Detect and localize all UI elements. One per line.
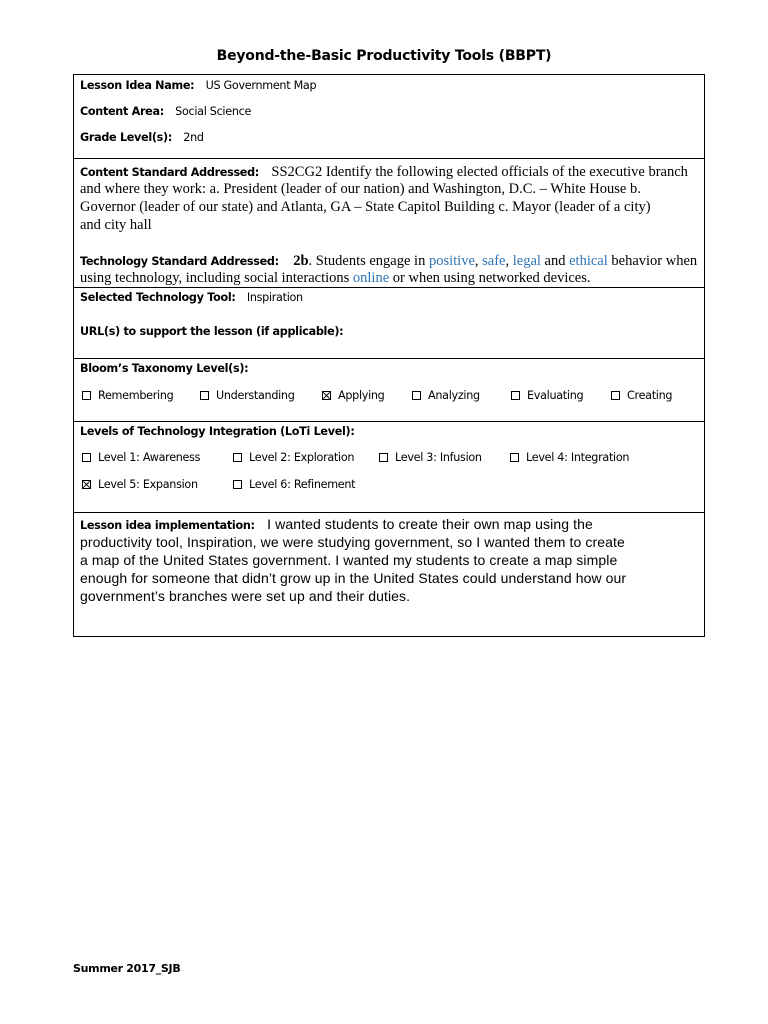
tool-section	[74, 288, 704, 359]
content-area-label: Content Area:	[80, 105, 164, 118]
url-label: URL(s) to support the lesson (if applicable):	[80, 325, 344, 338]
standards-section	[74, 159, 704, 288]
blooms-option-analyzing[interactable]	[412, 389, 480, 402]
content-standard-text-3: Governor (leader of our state) and Atlanta, GA – State Capitol Building c. Mayor (leader of a city)	[80, 199, 651, 215]
link-safe[interactable]: safe	[482, 253, 506, 269]
tech-text-4: or when using networked devices.	[389, 270, 591, 286]
tech-text-1: . Students engage in	[308, 253, 429, 269]
checkbox-icon[interactable]	[510, 453, 519, 462]
link-legal[interactable]: legal	[512, 253, 541, 269]
document-title: Beyond-the-Basic Productivity Tools (BBPT)	[216, 48, 552, 64]
implementation-section	[74, 513, 704, 636]
loti-option-level-3[interactable]	[379, 451, 482, 464]
lesson-info-section	[74, 75, 704, 159]
tech-comma-1: ,	[474, 253, 483, 269]
loti-option-level-6[interactable]	[233, 478, 355, 491]
content-area-value: Social Science	[175, 105, 252, 118]
tech-standard-line-2	[80, 270, 591, 287]
blooms-section	[74, 359, 704, 422]
tool-label: Selected Technology Tool:	[80, 291, 236, 304]
loti-option-level-4[interactable]	[510, 451, 629, 464]
loti-option-label: Level 6: Refinement	[249, 478, 356, 491]
implementation-text-1: I wanted students to create their own map using the	[267, 516, 593, 532]
checked-checkbox-icon[interactable]	[82, 480, 91, 489]
blooms-option-creating[interactable]	[611, 389, 672, 402]
lesson-name-value: US Government Map	[205, 79, 317, 92]
content-area-row	[80, 105, 251, 118]
tech-text-3: using technology, including social interactions	[80, 270, 353, 286]
loti-option-label: Level 5: Expansion	[98, 478, 198, 491]
implementation-text-3: a map of the United States government. I wanted my students to create a map simple	[80, 552, 618, 568]
checkbox-icon[interactable]	[233, 480, 242, 489]
tech-comma-2: ,	[505, 253, 513, 269]
link-ethical[interactable]: ethical	[569, 253, 608, 269]
content-standard-text-2: and where they work: a. President (leader of our nation) and Washington, D.C. – White House b.	[80, 181, 641, 197]
content-standard-label: Content Standard Addressed:	[80, 166, 259, 179]
loti-option-label: Level 3: Infusion	[395, 451, 482, 464]
implementation-text-5: government’s branches were set up and their duties.	[80, 588, 411, 604]
tool-row	[80, 291, 303, 304]
footer-text: Summer 2017_SJB	[73, 962, 181, 975]
content-standard-text-1: SS2CG2 Identify the following elected officials of the executive branch	[271, 164, 688, 180]
checkbox-icon[interactable]	[82, 453, 91, 462]
content-standard-line-1	[80, 163, 688, 181]
lesson-form	[73, 74, 705, 637]
tech-and: and	[540, 253, 570, 269]
blooms-option-applying[interactable]	[322, 389, 385, 402]
tech-standard-code: 2b	[293, 253, 309, 269]
checked-checkbox-icon[interactable]	[322, 391, 331, 400]
blooms-option-label: Creating	[627, 389, 673, 402]
blooms-option-label: Analyzing	[428, 389, 480, 402]
checkbox-icon[interactable]	[82, 391, 91, 400]
implementation-text-4: enough for someone that didn’t grow up in the United States could understand how our	[80, 570, 627, 586]
lesson-name-label: Lesson Idea Name:	[80, 79, 195, 92]
tech-text-2: behavior when	[607, 253, 698, 269]
loti-option-label: Level 4: Integration	[526, 451, 630, 464]
blooms-option-evaluating[interactable]	[511, 389, 583, 402]
blooms-option-label: Remembering	[98, 389, 174, 402]
loti-option-level-5[interactable]	[82, 478, 198, 491]
loti-section	[74, 422, 704, 513]
tech-standard-line-1	[80, 252, 697, 270]
lesson-name-row	[80, 79, 316, 92]
implementation-text-2: productivity tool, Inspiration, we were studying government, so I wanted them to create	[80, 534, 625, 550]
loti-option-label: Level 2: Exploration	[249, 451, 355, 464]
blooms-option-understanding[interactable]	[200, 389, 295, 402]
implementation-label: Lesson idea implementation:	[80, 519, 255, 532]
checkbox-icon[interactable]	[200, 391, 209, 400]
blooms-option-label: Applying	[338, 389, 385, 402]
loti-label: Levels of Technology Integration (LoTi Level):	[80, 425, 355, 438]
blooms-option-label: Evaluating	[527, 389, 584, 402]
grade-row	[80, 131, 204, 144]
tool-value: Inspiration	[246, 291, 303, 304]
loti-option-level-1[interactable]	[82, 451, 200, 464]
blooms-option-label: Understanding	[216, 389, 295, 402]
loti-option-label: Level 1: Awareness	[98, 451, 201, 464]
loti-option-level-2[interactable]	[233, 451, 354, 464]
blooms-label: Bloom’s Taxonomy Level(s):	[80, 362, 249, 375]
grade-label: Grade Level(s):	[80, 131, 173, 144]
checkbox-icon[interactable]	[379, 453, 388, 462]
checkbox-icon[interactable]	[233, 453, 242, 462]
blooms-option-remembering[interactable]	[82, 389, 173, 402]
checkbox-icon[interactable]	[412, 391, 421, 400]
checkbox-icon[interactable]	[511, 391, 520, 400]
implementation-line-1	[80, 516, 593, 534]
grade-value: 2nd	[183, 131, 204, 144]
tech-standard-label: Technology Standard Addressed:	[80, 255, 279, 268]
link-positive[interactable]: positive	[428, 253, 475, 269]
checkbox-icon[interactable]	[611, 391, 620, 400]
content-standard-text-4: and city hall	[80, 217, 152, 233]
link-online[interactable]: online	[352, 270, 390, 286]
